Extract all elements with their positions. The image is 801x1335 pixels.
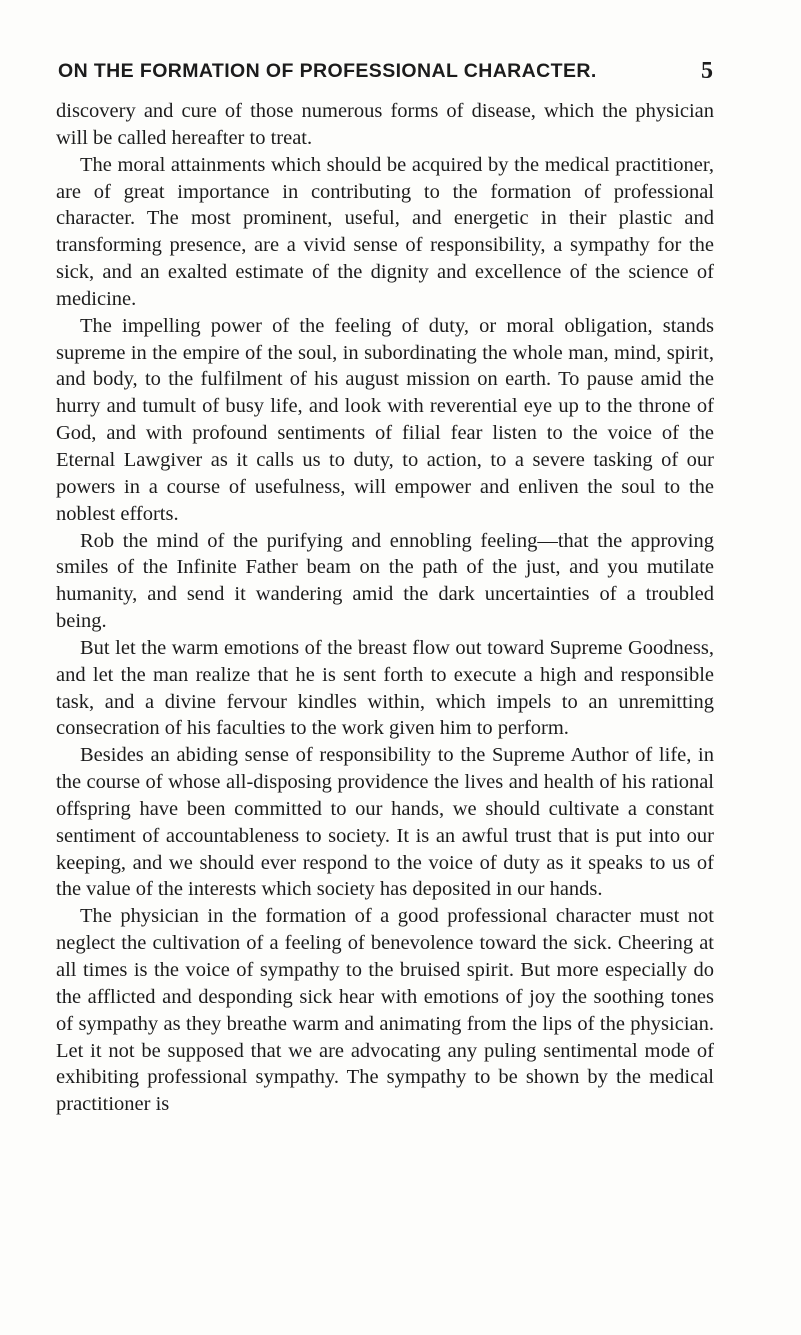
paragraph: The impelling power of the feeling of duty, or moral obligation, stands supreme in the empire of the soul, in subordinating the whole man, mind, spirit, and body, to the fulfilment of his august mission on earth. To pause amid the hurry and tumult of busy life, and look with reverential eye up to the throne of God, and with profound sentiments of filial fear listen to the voice of the Eternal Lawgiver as it calls us to duty, to action, to a severe tasking of our powers in a course of usefulness, will empower and enliven the soul to the noblest efforts. [56, 314, 714, 525]
body-text [56, 98, 714, 1118]
paragraph: Rob the mind of the purifying and ennobling feeling—that the approving smiles of the Infinite Father beam on the path of the just, and you mutilate humanity, and send it wandering amid the dark uncertainties of a troubled being. [56, 529, 714, 633]
paragraph: discovery and cure of those numerous forms of disease, which the physician will be called hereafter to treat. [56, 100, 714, 149]
paragraph: Besides an abiding sense of responsibility to the Supreme Author of life, in the course of whose all-disposing providence the lives and health of his rational offspring have been committed to our hands, we should cultivate a constant sentiment of accountableness to society. It is an awful trust that is put into our keeping, and we should ever respond to the voice of duty as it speaks to us of the value of the interests which society has deposited in our hands. [56, 744, 714, 901]
page-number: 5 [701, 58, 713, 84]
paragraph: The physician in the formation of a good professional character must not neglect the cultivation of a feeling of benevolence toward the sick. Cheering at all times is the voice of sympathy to the bruised spirit. But more especially do the afflicted and desponding sick hear with emotions of joy the soothing tones of sympathy as they breathe warm and animating from the lips of the physician. Let it not be supposed that we are advocating any puling sentimental mode of exhibiting professional sympathy. The sympathy to be shown by the medical practitioner is [56, 905, 714, 1116]
paragraph: The moral attainments which should be acquired by the medical practitioner, are of great importance in contributing to the formation of professional character. The most prominent, useful, and energetic in their plastic and transforming presence, are a vivid sense of responsibility, a sympathy for the sick, and an exalted estimate of the dignity and excellence of the science of medicine. [56, 153, 714, 310]
paragraph: But let the warm emotions of the breast flow out toward Supreme Goodness, and let the man realize that he is sent forth to execute a high and responsible task, and a divine fervour kindles within, which impels to an unremitting consecration of his faculties to the work given him to perform. [56, 636, 714, 740]
running-title: ON THE FORMATION OF PROFESSIONAL CHARACTER. [58, 60, 597, 82]
running-head [58, 60, 713, 90]
